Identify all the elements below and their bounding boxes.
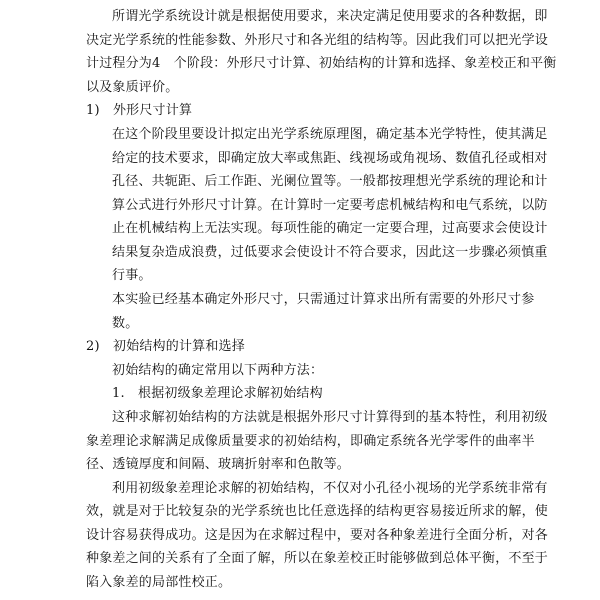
section-2-subheading: 1. 根据初级象差理论求解初始结构 [112, 386, 323, 402]
intro-line-4: 以及象质评价。 [86, 79, 179, 95]
section-2-p2-line-2: 效，就是对于比较复杂的光学系统也比任意选择的结构更容易接近所求的解，使 [86, 504, 549, 520]
section-1-line-5: 止在机械结构上无法实现。每项性能的确定一定要合理，过高要求会使设计 [112, 221, 548, 237]
section-1-heading: 1) 外形尺寸计算 [86, 103, 193, 119]
section-1-line-1: 在这个阶段里要设计拟定出光学系统原理图，确定基本光学特性，使其满足 [112, 126, 548, 142]
section-2-lead: 初始结构的确定常用以下两种方法： [112, 362, 324, 378]
section-2-p2-line-3: 设计容易获得成功。这是因为在求解过程中，要对各种象差进行全面分析，对各 [86, 527, 549, 543]
section-1-line-2: 给定的技术要求，即确定放大率或焦距、线视场或角视场、数值孔径或相对 [112, 150, 548, 166]
section-1-line-6: 结果复杂造成浪费，过低要求会使设计不符合要求，因此这一步骤必须慎重 [112, 244, 548, 260]
section-1-line-7: 行事。 [112, 268, 152, 284]
section-1-line-3: 孔径、共轭距、后工作距、光阑位置等。一般都按理想光学系统的理论和计 [112, 174, 548, 190]
intro-line-1: 所谓光学系统设计就是根据使用要求，来决定满足使用要求的各种数据，即 [112, 9, 548, 24]
intro-line-3: 计过程分为4 个阶段：外形尺寸计算、初始结构的计算和选择、象差校正和平衡 [86, 56, 557, 72]
section-1-note-line-1: 本实验已经基本确定外形尺寸，只需通过计算求出所有需要的外形尺寸参 [112, 292, 535, 307]
intro-line-2: 决定光学系统的性能参数、外形尺寸和各光组的结构等。因此我们可以把光学设 [86, 32, 549, 48]
section-2-p2-line-1: 利用初级象差理论求解的初始结构，不仅对小孔径小视场的光学系统非常有 [112, 480, 548, 496]
section-1-note-line-2: 数。 [112, 315, 139, 331]
section-2-p1-line-3: 径、透镜厚度和间隔、玻璃折射率和色散等。 [86, 457, 351, 473]
section-2-heading: 2) 初始结构的计算和选择 [86, 339, 245, 355]
section-2-p1-line-2: 象差理论求解满足成像质量要求的初始结构，即确定系统各光学零件的曲率半 [86, 433, 535, 449]
section-2-p2-line-5: 陷入象差的局部性校正。 [86, 575, 232, 590]
section-2-p1-line-1: 这种求解初始结构的方法就是根据外形尺寸计算得到的基本特性，利用初级 [112, 409, 548, 425]
section-2-p2-line-4: 种象差之间的关系有了全面了解，所以在象差校正时能够做到总体平衡，不至于 [86, 551, 549, 567]
section-1-line-4: 算公式进行外形尺寸计算。在计算时一定要考虑机械结构和电气系统，以防 [112, 197, 548, 213]
